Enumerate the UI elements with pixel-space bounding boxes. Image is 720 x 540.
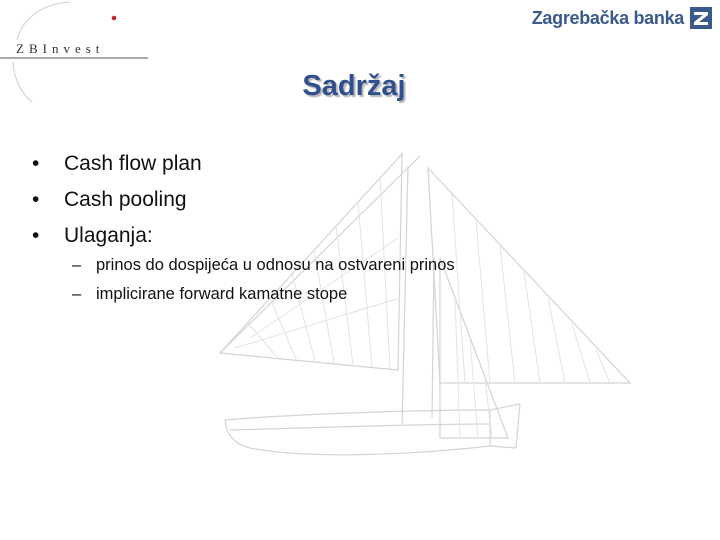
- bullet-text: Cash pooling: [64, 188, 187, 211]
- subbullet-text: prinos do dospijeća u odnosu na ostvareni prinos: [96, 256, 455, 274]
- bullet-item: [32, 185, 202, 221]
- bullet-marker: •: [32, 224, 40, 247]
- subbullet-item: [72, 252, 455, 281]
- subbullet-list: [72, 252, 455, 310]
- bullet-marker: •: [32, 188, 40, 211]
- sailing-ship-watermark: [190, 148, 640, 478]
- bullet-marker: •: [32, 152, 40, 175]
- subbullet-text: implicirane forward kamatne stope: [96, 285, 348, 303]
- zagrebacka-banka-logo: [532, 6, 712, 30]
- subbullet-marker: –: [72, 285, 82, 303]
- bullet-text: Cash flow plan: [64, 152, 202, 175]
- subbullet-item: [72, 281, 455, 310]
- zbinvest-logo-text: ZBInvest: [16, 41, 105, 56]
- bullet-list: [32, 149, 202, 257]
- subbullet-marker: –: [72, 256, 82, 274]
- bank-name: Zagrebačka banka: [531, 7, 684, 28]
- slide-title: [0, 70, 720, 103]
- bullet-item: [32, 149, 202, 185]
- slide-title-text: Sadržaj: [302, 70, 406, 102]
- zaba-z-icon: [690, 7, 712, 29]
- logo-dot: [112, 16, 117, 21]
- bullet-text: Ulaganja:: [64, 224, 153, 247]
